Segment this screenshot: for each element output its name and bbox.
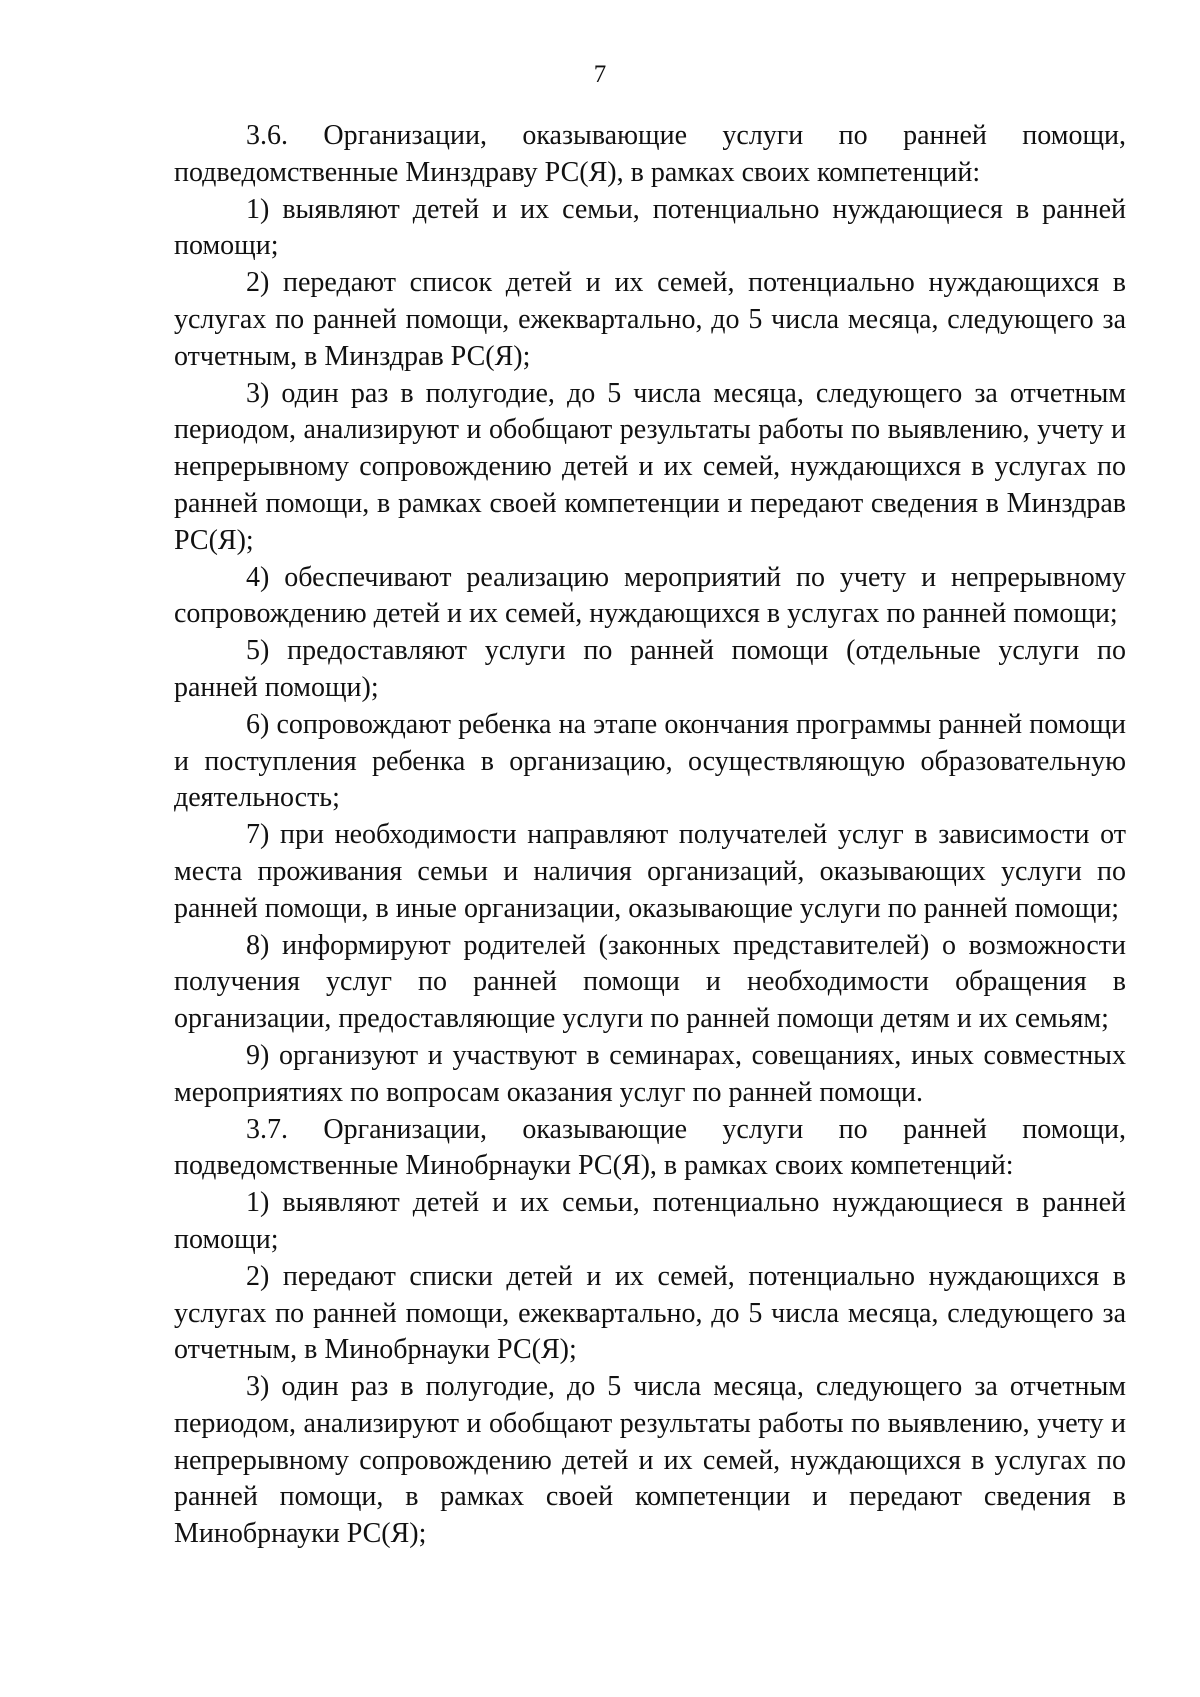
section-3-6-item-5: 5) предоставляют услуги по ранней помощи (отдельные услуги по ранней помощи); <box>174 635 1126 703</box>
section-3-6-heading: 3.6. Организации, оказывающие услуги по ранней помощи, подведомственные Минздраву РС(Я), в рамках своих компетенций: <box>174 120 1126 188</box>
section-3-6-item-2: 2) передают список детей и их семей, потенциально нуждающихся в услугах по ранней помощи, ежеквартально, до 5 числа месяца, следующего за отчетным, в Минздрав РС(Я); <box>174 267 1126 372</box>
section-3-6-item-3: 3) один раз в полугодие, до 5 числа месяца, следующего за отчетным периодом, анализируют и обобщают результаты работы по выявлению, учету и непрерывному сопровождению детей и их семей, нуждающихся в услугах по ранней помощи, в рамках своей компетенции и передают сведения в Минздрав РС(Я); <box>174 377 1126 556</box>
section-3-7-item-3: 3) один раз в полугодие, до 5 числа месяца, следующего за отчетным периодом, анализируют и обобщают результаты работы по выявлению, учету и непрерывному сопровождению детей и их семей, нуждающихся в услугах по ранней помощи, в рамках своей компетенции и передают сведения в Минобрнауки РС(Я); <box>174 1371 1126 1550</box>
section-3-7-item-1: 1) выявляют детей и их семьи, потенциально нуждающиеся в ранней помощи; <box>174 1187 1126 1255</box>
section-3-7-item-2: 2) передают списки детей и их семей, потенциально нуждающихся в услугах по ранней помощи, ежеквартально, до 5 числа месяца, следующего за отчетным, в Минобрнауки РС(Я); <box>174 1260 1126 1366</box>
section-3-6-item-8: 8) информируют родителей (законных представителей) о возможности получения услуг по ранней помощи и необходимости обращения в организации, предоставляющие услуги по ранней помощи детям и их семьям; <box>174 929 1126 1035</box>
section-3-6-item-6: 6) сопровождают ребенка на этапе окончания программы ранней помощи и поступления ребенка в организацию, осуществляющую образовательную деятельность; <box>174 708 1126 814</box>
section-3-6-item-9: 9) организуют и участвуют в семинарах, совещаниях, иных совместных мероприятиях по вопросам оказания услуг по ранней помощи. <box>174 1039 1126 1108</box>
section-3-6-item-4: 4) обеспечивают реализацию мероприятий по учету и непрерывному сопровождению детей и их семей, нуждающихся в услугах по ранней помощи; <box>174 561 1126 630</box>
section-3-6-item-1: 1) выявляют детей и их семьи, потенциально нуждающиеся в ранней помощи; <box>174 193 1126 262</box>
document-body <box>174 118 1126 1553</box>
section-3-7-heading: 3.7. Организации, оказывающие услуги по ранней помощи, подведомственные Минобрнауки РС(Я), в рамках своих компетенций: <box>174 1113 1126 1182</box>
section-3-6-item-7: 7) при необходимости направляют получателей услуг в зависимости от места проживания семьи и наличия организаций, оказывающих услуги по ранней помощи, в иные организации, оказывающие услуги по ранней помощи; <box>174 819 1126 924</box>
page-number: 7 <box>593 61 607 88</box>
